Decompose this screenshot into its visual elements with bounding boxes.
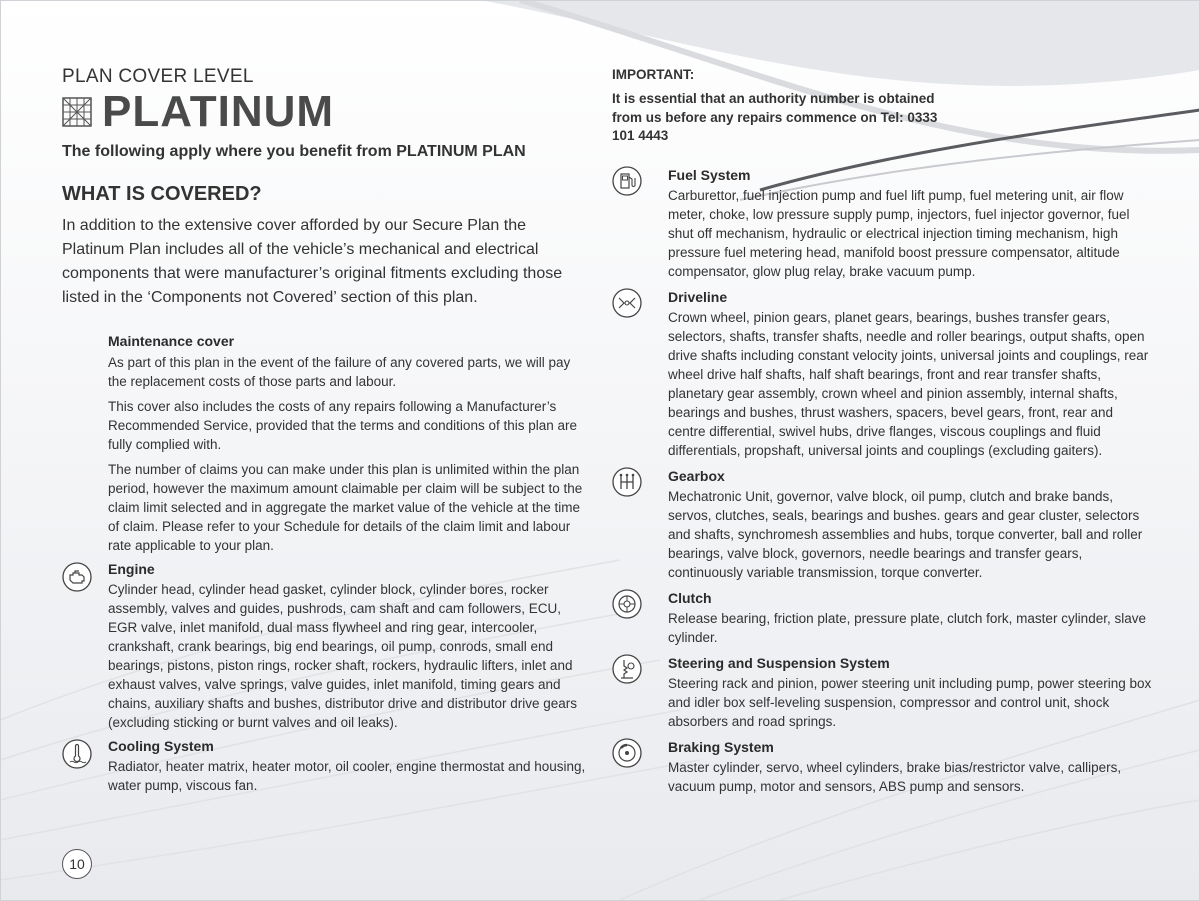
section-driveline (612, 288, 1152, 460)
section-engine (62, 560, 592, 732)
maintenance-paragraph: The number of claims you can make under this plan is unlimited within the plan period, however the maximum amount claimable per claim will be subject to the claim limit selected and in aggregate the market value of the vehicle at the time of claim. Please refer to your Schedule for details of the claim limit and labour rate applicable to your plan. (108, 462, 583, 553)
section-title: Gearbox (668, 467, 725, 484)
section-text: Cylinder head, cylinder head gasket, cylinder block, cylinder bores, rocker assembly, valves and guides, pushrods, cam shaft and cam followers, ECU, EGR valve, inlet manifold, dual mass flywheel and ring gear, intercooler, crankshaft, crank bearings, big end bearings, oil pump, conrods, small end bearings, pistons, piston rings, rocker shaft, rockers, hydraulic lifters, inlet and exhaust valves, valve springs, valve guides, inlet manifold, timing gears and chains, auxiliary shafts and bushes, distributor drive and distributor drive gears (excluding sticking or burnt valves and oil leaks). (108, 582, 577, 730)
important-notice: It is essential that an authority number is obtained from us before any repairs commence on Tel: 0333 101 4443 (612, 91, 938, 143)
maintenance-paragraph: This cover also includes the costs of any repairs following a Manufacturer’s Recommended Service, provided that the terms and conditions of this plan are fully complied with. (108, 399, 578, 452)
section-text: Radiator, heater matrix, heater motor, oil cooler, engine thermostat and housing, water pump, viscous fan. (108, 759, 586, 793)
section-title: Cooling System (108, 738, 214, 754)
steering-suspension-icon (612, 654, 642, 684)
benefit-line: The following apply where you benefit from PLATINUM PLAN (62, 143, 526, 160)
fuel-pump-icon (612, 166, 642, 196)
cover-level-label: PLAN COVER LEVEL (62, 66, 254, 87)
section-steering-suspension (612, 654, 1152, 731)
section-text: Crown wheel, pinion gears, planet gears, bearings, bushes transfer gears, selectors, shafts, transfer shafts, needle and roller bearings, output shafts, open drive shafts including constant velocity joints, universal joints and couplings, rear wheel drive half shafts, half shaft bearings, front and rear transfer shafts, planetary gear assembly, crown wheel and pinion assembly, internal shafts, bearings and bushes, thrust washers, spacers, bevel gears, front, rear and centre differential, swivel hubs, drive flanges, viscous couplings and fluid differentials, propshaft, universal joints and couplings (excluding gaiters). (668, 309, 1149, 458)
section-text: Release bearing, friction plate, pressure plate, clutch fork, master cylinder, slave cylinder. (668, 610, 1146, 645)
maintenance-title: Maintenance cover (108, 333, 235, 349)
maintenance-cover (108, 332, 584, 555)
section-text: Mechatronic Unit, governor, valve block, oil pump, clutch and brake bands, servos, clutches, seals, bearings and bushes. gears and gear cluster, selectors and shafts, synchromesh assemblies and hubs, torque converter, ball and roller bearings, valve block, governors, needle bearings and transfer gears, continuously variable transmission, torque converter. (668, 488, 1143, 580)
section-clutch (612, 589, 1152, 647)
left-column (62, 66, 592, 795)
section-text: Carburettor, fuel injection pump and fuel lift pump, fuel metering unit, air flow meter, choke, low pressure supply pump, injectors, fuel injector governor, fuel shut off mechanism, hydraulic or electrical injection timing mechanism, high pressure fuel metering head, manifold boost pressure compensator, altitude compensator, glow plug relay, brake vacuum pump. (668, 187, 1130, 279)
section-cooling (62, 737, 592, 795)
section-text: Master cylinder, servo, wheel cylinders, brake bias/restrictor valve, callipers, vacuum pump, motor and sensors, ABS pump and sensors. (668, 759, 1122, 794)
important-label: IMPORTANT: (612, 67, 695, 82)
section-title: Braking System (668, 738, 774, 755)
plan-title-row (62, 88, 592, 136)
section-title: Steering and Suspension System (668, 654, 890, 671)
section-title: Clutch (668, 589, 712, 606)
section-braking (612, 738, 1152, 796)
section-fuel (612, 166, 1152, 281)
section-title: Driveline (668, 288, 728, 305)
thermometer-icon (62, 739, 92, 769)
right-sections (612, 166, 1152, 796)
section-title: Fuel System (668, 166, 751, 183)
section-title: Engine (108, 561, 155, 577)
engine-icon (62, 562, 92, 592)
maintenance-paragraph: As part of this plan in the event of the failure of any covered parts, we will pay the replacement costs of those parts and labour. (108, 355, 571, 389)
covered-heading: WHAT IS COVERED? (62, 183, 262, 205)
clutch-icon (612, 589, 642, 619)
section-text: Steering rack and pinion, power steering unit including pump, power steering box and idler box self-leveling suspension, compressor and control unit, shock absorbers and road springs. (668, 675, 1152, 729)
intro-paragraph: In addition to the extensive cover afforded by our Secure Plan the Platinum Plan includes all of the vehicle’s mechanical and electrical components that were manufacturer’s original fitments excluding those listed in the ‘Components not Covered’ section of this plan. (62, 217, 563, 306)
right-column (612, 66, 1152, 796)
page-number: 10 (62, 849, 92, 879)
brake-icon (612, 738, 642, 768)
gearbox-icon (612, 467, 642, 497)
section-gearbox (612, 467, 1152, 582)
driveline-icon (612, 288, 642, 318)
platinum-mesh-icon (62, 97, 92, 127)
plan-title: PLATINUM (102, 87, 335, 136)
